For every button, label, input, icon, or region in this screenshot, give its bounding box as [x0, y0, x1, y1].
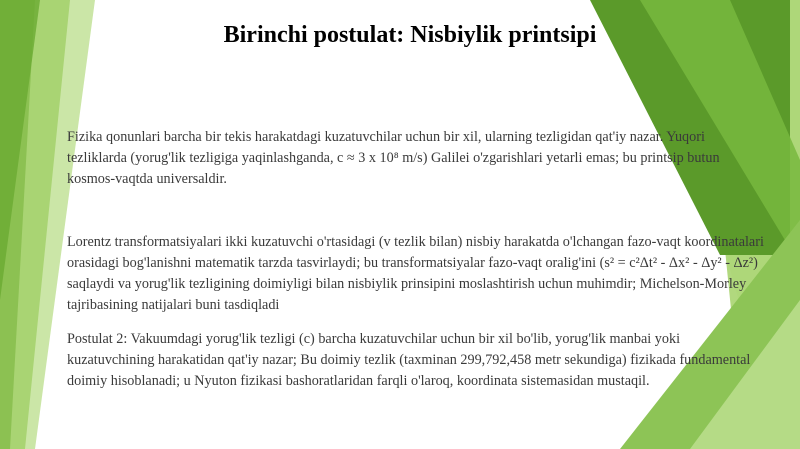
paragraph-1: Fizika qonunlari barcha bir tekis harakatdagi kuzatuvchilar uchun bir xil, ularning tezligidan qat'iy nazar. Yuqori tezliklarda (yorug'lik tezligiga yaqinlashganda, c ≈ 3 x 10⁸ m/s) Galilei o'zgarishlari yetarli emas; bu printsip butun kosmos-vaqtda universaldir.	[67, 129, 720, 187]
paragraph-2: Lorentz transformatsiyalari ikki kuzatuvchi o'rtasidagi (v tezlik bilan) nisbiy harakatda o'lchangan fazo-vaqt koordinatalari orasidagi bog'lanishni matematik tarzda tasvirlaydi; bu transformatsiyalar fazo-vaqt oralig'ini (s² = c²Δt² - Δx² - Δy² - Δz²) saqlaydi va yorug'lik tezligining doimiyligi bilan nisbiylik prinsipini moslashtirish uchun muhimdir; Michelson-Morley tajribasining natijalari buni tasdiqladi	[67, 234, 764, 313]
paragraph-3: Postulat 2: Vakuumdagi yorug'lik tezligi (c) barcha kuzatuvchilar uchun bir xil bo'lib, yorug'lik manbai yoki kuzatuvchining harakatidan qat'iy nazar; Bu doimiy tezlik (taxminan 299,792,458 metr sekundiga) fizikada fundamental doimiy hisoblanadi; u Nyuton fizikasi bashoratlaridan farqli o'laroq, koordinata sistemasidan mustaqil.	[67, 331, 751, 389]
slide-title: Birinchi postulat: Nisbiylik printsipi	[223, 22, 597, 48]
